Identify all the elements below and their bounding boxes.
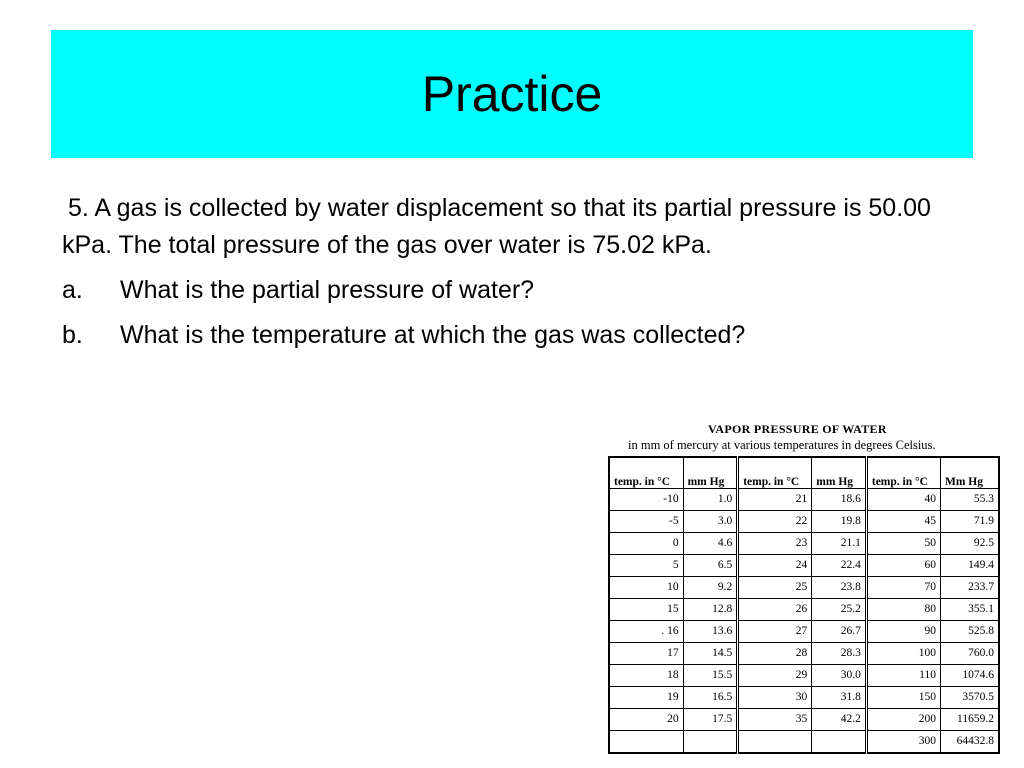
table-cell: . 16 bbox=[609, 620, 683, 642]
table-cell: -5 bbox=[609, 510, 683, 532]
table-cell: 14.5 bbox=[683, 642, 738, 664]
table-cell bbox=[683, 730, 738, 753]
table-title: VAPOR PRESSURE OF WATER bbox=[708, 422, 887, 436]
table-row bbox=[609, 576, 999, 598]
table-cell: 18 bbox=[609, 664, 683, 686]
table-cell: 60 bbox=[866, 554, 940, 576]
table-cell bbox=[738, 730, 812, 753]
table-row bbox=[609, 489, 999, 511]
table-cell: 760.0 bbox=[940, 642, 999, 664]
table-cell: 23 bbox=[738, 532, 812, 554]
question-item-a bbox=[62, 272, 972, 309]
table-cell: 27 bbox=[738, 620, 812, 642]
item-text: What is the temperature at which the gas was collected? bbox=[120, 321, 746, 349]
table-cell: 1.0 bbox=[683, 489, 738, 511]
table-cell: 15 bbox=[609, 598, 683, 620]
table-row bbox=[609, 532, 999, 554]
table-cell: 42.2 bbox=[812, 708, 867, 730]
table-cell: 12.8 bbox=[683, 598, 738, 620]
table-cell: 9.2 bbox=[683, 576, 738, 598]
table-row bbox=[609, 730, 999, 753]
table-cell: 26 bbox=[738, 598, 812, 620]
header-cell: temp. in °C bbox=[866, 457, 940, 489]
table-cell: 22 bbox=[738, 510, 812, 532]
table-cell: 55.3 bbox=[940, 489, 999, 511]
table-cell: 40 bbox=[866, 489, 940, 511]
table-cell: 90 bbox=[866, 620, 940, 642]
table-cell: 70 bbox=[866, 576, 940, 598]
item-marker: b. bbox=[62, 321, 83, 349]
table-cell: 19 bbox=[609, 686, 683, 708]
table-cell: 3.0 bbox=[683, 510, 738, 532]
table-cell: 150 bbox=[866, 686, 940, 708]
table-cell: 149.4 bbox=[940, 554, 999, 576]
table-cell: 45 bbox=[866, 510, 940, 532]
table-row bbox=[609, 664, 999, 686]
header-cell: Mm Hg bbox=[940, 457, 999, 489]
table-cell: 5 bbox=[609, 554, 683, 576]
table-cell: -10 bbox=[609, 489, 683, 511]
table-cell: 355.1 bbox=[940, 598, 999, 620]
table-cell bbox=[812, 730, 867, 753]
slide-title: Practice bbox=[421, 66, 603, 122]
table-cell: 35 bbox=[738, 708, 812, 730]
table-cell: 23.8 bbox=[812, 576, 867, 598]
table-subtitle: in mm of mercury at various temperatures in degrees Celsius. bbox=[628, 438, 936, 452]
table-cell: 31.8 bbox=[812, 686, 867, 708]
table-cell: 21.1 bbox=[812, 532, 867, 554]
table-cell: 80 bbox=[866, 598, 940, 620]
item-marker: a. bbox=[62, 276, 83, 304]
table-cell: 3570.5 bbox=[940, 686, 999, 708]
table-cell: 50 bbox=[866, 532, 940, 554]
question-text: 5. A gas is collected by water displacement so that its partial pressure is 50.00 kPa. The total pressure of the gas over water is 75.02 kPa. bbox=[62, 194, 931, 259]
table-row bbox=[609, 686, 999, 708]
table-cell bbox=[609, 730, 683, 753]
table-cell: 6.5 bbox=[683, 554, 738, 576]
header-cell: mm Hg bbox=[683, 457, 738, 489]
table-cell: 18.6 bbox=[812, 489, 867, 511]
table-cell: 233.7 bbox=[940, 576, 999, 598]
table-cell: 10 bbox=[609, 576, 683, 598]
table-cell: 13.6 bbox=[683, 620, 738, 642]
table-cell: 110 bbox=[866, 664, 940, 686]
table-row bbox=[609, 708, 999, 730]
table-cell: 29 bbox=[738, 664, 812, 686]
table-cell: 1074.6 bbox=[940, 664, 999, 686]
question-item-b bbox=[62, 317, 972, 354]
table-cell: 25.2 bbox=[812, 598, 867, 620]
header-cell: mm Hg bbox=[812, 457, 867, 489]
item-text: What is the partial pressure of water? bbox=[120, 276, 535, 304]
table-cell: 22.4 bbox=[812, 554, 867, 576]
table-cell: 25 bbox=[738, 576, 812, 598]
table-cell: 92.5 bbox=[940, 532, 999, 554]
table-cell: 26.7 bbox=[812, 620, 867, 642]
header-cell: temp. in °C bbox=[609, 457, 683, 489]
question-body bbox=[62, 190, 972, 362]
question-paragraph bbox=[62, 190, 972, 264]
vapor-pressure-table bbox=[608, 456, 1000, 754]
title-bar bbox=[51, 30, 973, 158]
table-cell: 71.9 bbox=[940, 510, 999, 532]
table-cell: 15.5 bbox=[683, 664, 738, 686]
table-cell: 30.0 bbox=[812, 664, 867, 686]
table-cell: 28.3 bbox=[812, 642, 867, 664]
table-cell: 30 bbox=[738, 686, 812, 708]
vapor-pressure-figure bbox=[606, 420, 1002, 758]
table-cell: 11659.2 bbox=[940, 708, 999, 730]
table-row bbox=[609, 642, 999, 664]
table-cell: 4.6 bbox=[683, 532, 738, 554]
table-cell: 24 bbox=[738, 554, 812, 576]
table-cell: 200 bbox=[866, 708, 940, 730]
table-cell: 300 bbox=[866, 730, 940, 753]
table-cell: 20 bbox=[609, 708, 683, 730]
table-cell: 64432.8 bbox=[940, 730, 999, 753]
table-header-row bbox=[609, 457, 999, 489]
table-cell: 21 bbox=[738, 489, 812, 511]
table-body bbox=[609, 489, 999, 754]
header-cell: temp. in °C bbox=[738, 457, 812, 489]
table-cell: 0 bbox=[609, 532, 683, 554]
table-cell: 17 bbox=[609, 642, 683, 664]
table-row bbox=[609, 510, 999, 532]
table-row bbox=[609, 598, 999, 620]
table-cell: 16.5 bbox=[683, 686, 738, 708]
table-row bbox=[609, 554, 999, 576]
table-cell: 17.5 bbox=[683, 708, 738, 730]
table-cell: 19.8 bbox=[812, 510, 867, 532]
table-cell: 525.8 bbox=[940, 620, 999, 642]
table-cell: 100 bbox=[866, 642, 940, 664]
table-row bbox=[609, 620, 999, 642]
table-cell: 28 bbox=[738, 642, 812, 664]
